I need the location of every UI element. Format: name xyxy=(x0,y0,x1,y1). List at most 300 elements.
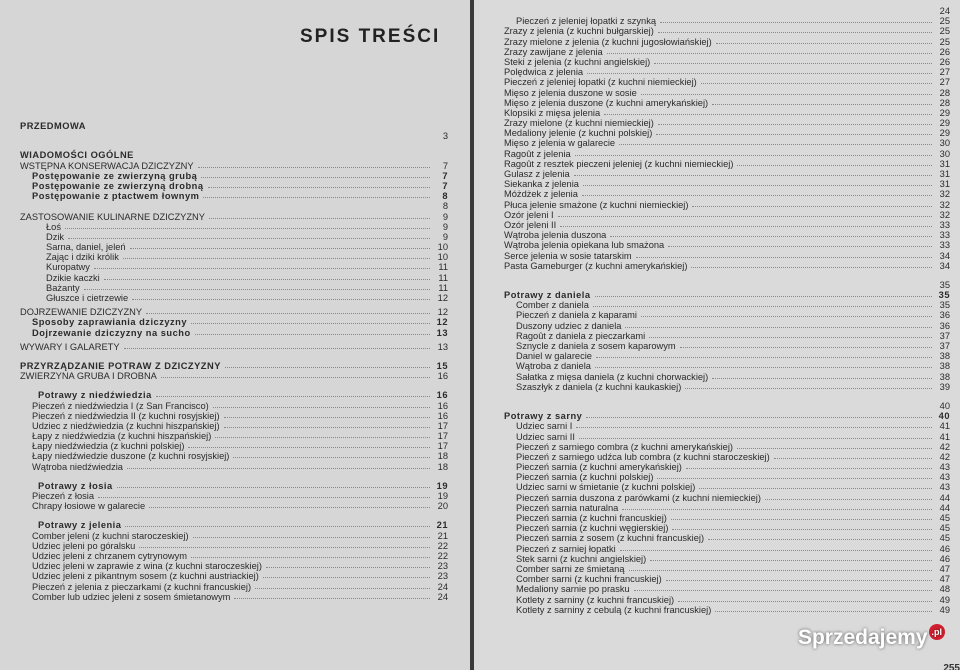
toc-entry-title: Udziec sarni II xyxy=(516,431,575,442)
dot-leader xyxy=(774,457,932,459)
toc-entry-title: Pieczeń z niedźwiedzia II (z kuchni rosyjskiej) xyxy=(32,410,220,421)
toc-entry xyxy=(20,161,448,171)
toc-entry-page: 30 xyxy=(939,138,950,149)
toc-entry xyxy=(504,605,950,615)
toc-entry-title: Pieczeń z daniela z kaparami xyxy=(516,310,637,321)
dot-leader xyxy=(193,536,430,538)
dot-leader xyxy=(215,436,430,438)
toc-entry xyxy=(504,321,950,331)
toc-entry xyxy=(20,592,448,602)
toc-entry-page: 12 xyxy=(437,293,448,303)
toc-entry-title: Ozór jeleni II xyxy=(504,219,557,230)
toc-entry xyxy=(504,310,950,320)
toc-entry xyxy=(504,523,950,533)
dot-leader xyxy=(208,186,430,188)
toc-entry-title: Udziec jeleni w zaprawie z wina (z kuchni staroczeskiej) xyxy=(32,561,262,572)
dot-leader xyxy=(668,245,932,247)
toc-entry xyxy=(504,482,950,492)
dot-leader xyxy=(209,217,430,219)
toc-entry xyxy=(20,401,448,411)
toc-spacer xyxy=(20,381,448,390)
toc-entry xyxy=(504,382,950,392)
toc-entry xyxy=(20,342,448,352)
toc-entry-page: 10 xyxy=(437,252,448,263)
toc-spacer xyxy=(504,392,950,401)
toc-spacer xyxy=(20,472,448,481)
toc-title: SPIS TREŚCI xyxy=(300,26,441,47)
toc-entry-page: 28 xyxy=(939,97,950,108)
toc-entry-page: 33 xyxy=(939,219,950,230)
toc-entry-title: Medaliony sarnie po prasku xyxy=(516,584,630,595)
dot-leader xyxy=(149,506,430,508)
toc-entry xyxy=(504,149,950,159)
dot-leader xyxy=(587,72,932,74)
dot-leader xyxy=(266,566,430,568)
toc-entry xyxy=(20,307,448,317)
toc-entry-page: 26 xyxy=(939,46,950,57)
dot-leader xyxy=(666,579,932,581)
toc-entry-title: Chrapy łosiowe w galarecie xyxy=(32,501,146,512)
toc-entry-page: 27 xyxy=(939,67,950,78)
toc-entry xyxy=(504,37,950,47)
toc-entry xyxy=(504,128,950,138)
toc-entry xyxy=(504,472,950,482)
toc-entry-page: 9 xyxy=(442,231,448,242)
dot-leader xyxy=(191,322,430,324)
toc-entry-title: Polędwica z jelenia xyxy=(504,67,584,78)
toc-entry-page: 35 xyxy=(939,300,950,311)
toc-entry-title: Wątroba jelenia opiekana lub smażona xyxy=(504,240,665,251)
toc-entry-title: Pieczeń sarnia (z kuchni amerykańskiej) xyxy=(516,462,682,473)
toc-entry-title: PRZYRZĄDZANIE POTRAW Z DZICZYZNY xyxy=(20,360,221,371)
toc-entry-title: Pieczeń z jeleniej łopatki (z kuchni niemieckiej) xyxy=(504,77,697,88)
dot-leader xyxy=(123,257,430,259)
toc-entry-page: 17 xyxy=(437,420,448,431)
toc-entry xyxy=(20,411,448,421)
toc-entry-page: 35 xyxy=(938,290,950,301)
toc-entry xyxy=(20,262,448,272)
toc-entry-page: 27 xyxy=(939,77,950,88)
toc-entry-page: 16 xyxy=(437,371,448,382)
toc-entry-page: 36 xyxy=(939,320,950,331)
toc-entry-title: Steki z jelenia (z kuchni angielskiej) xyxy=(504,56,651,67)
toc-entry-page: 12 xyxy=(436,317,448,328)
toc-entry-title: Pieczeń sarnia duszona z parówkami (z kuchni niemieckiej) xyxy=(516,492,761,503)
toc-entry-title: Pieczeń z łosia xyxy=(32,491,95,501)
dot-leader xyxy=(188,446,430,448)
toc-entry-title: Udziec sarni I xyxy=(516,421,573,432)
toc-entry-page: 18 xyxy=(437,451,448,462)
dot-leader xyxy=(576,426,932,428)
toc-entry-page: 16 xyxy=(436,390,448,401)
toc-entry-page: 13 xyxy=(437,341,448,352)
toc-entry-page: 45 xyxy=(939,533,950,544)
toc-entry-page: 17 xyxy=(437,431,448,442)
toc-entry-title: Sarna, daniel, jeleń xyxy=(46,242,126,253)
toc-entry-title: Udziec sarni w śmietanie (z kuchni polskiej) xyxy=(516,482,696,493)
toc-entry-page: 11 xyxy=(438,282,448,293)
toc-entry xyxy=(20,328,448,338)
toc-entry xyxy=(20,462,448,472)
toc-entry-title: Łapy z niedźwiedzia (z kuchni hiszpańskiej) xyxy=(32,431,212,442)
toc-entry-title: Pieczeń sarnia (z kuchni polskiej) xyxy=(516,472,654,483)
dot-leader xyxy=(658,31,932,33)
toc-entry-title: Dzikie kaczki xyxy=(46,272,100,283)
toc-entry xyxy=(504,372,950,382)
toc-entry-page: 31 xyxy=(939,179,950,190)
dot-leader xyxy=(680,346,932,348)
toc-entry-title: Sposoby zaprawiania dziczyzny xyxy=(32,317,188,328)
toc-entry-title: Bażanty xyxy=(46,282,80,293)
toc-entry xyxy=(504,503,950,513)
toc-entry xyxy=(20,582,448,592)
toc-entry-title: Wątroba z daniela xyxy=(516,361,591,372)
toc-entry-page: 22 xyxy=(437,540,448,551)
toc-entry xyxy=(20,150,448,160)
toc-entry-title: Comber jeleni (z kuchni staroczeskiej) xyxy=(32,530,189,541)
toc-entry xyxy=(504,200,950,210)
toc-entry xyxy=(20,273,448,283)
dot-leader xyxy=(625,326,932,328)
toc-entry xyxy=(504,220,950,230)
dot-leader xyxy=(593,305,932,307)
toc-entry-title: Potrawy z niedźwiedzia xyxy=(38,390,152,401)
toc-entry xyxy=(504,544,950,554)
toc-entry xyxy=(504,118,950,128)
toc-entry-page: 37 xyxy=(939,330,950,341)
toc-entry-title: Zrazy mielone z jelenia (z kuchni jugosłowiańskiej) xyxy=(504,36,712,47)
toc-entry-title: Kotlety z sarniny (z kuchni francuskiej) xyxy=(516,594,675,605)
toc-entry-title: Udziec jeleni z pikantnym sosem (z kuchni austriackiej) xyxy=(32,571,259,582)
left-toc-column xyxy=(20,121,448,602)
dot-leader xyxy=(595,295,932,297)
dot-leader xyxy=(620,549,932,551)
toc-entry xyxy=(504,533,950,543)
dot-leader xyxy=(65,227,430,229)
toc-entry xyxy=(20,171,448,181)
dot-leader xyxy=(656,133,932,135)
dot-leader xyxy=(117,486,430,488)
toc-entry-title: Móżdżek z jelenia xyxy=(504,189,578,200)
toc-entry xyxy=(504,26,950,36)
toc-entry-page: 13 xyxy=(436,327,448,338)
toc-entry xyxy=(504,564,950,574)
dot-leader xyxy=(574,174,932,176)
dot-leader xyxy=(124,347,430,349)
toc-entry-title: Postępowanie z ptactwem łownym xyxy=(32,191,200,202)
toc-entry xyxy=(504,280,950,290)
toc-entry-title: Potrawy z jelenia xyxy=(38,520,122,531)
toc-entry-page: 23 xyxy=(437,571,448,582)
toc-entry xyxy=(504,331,950,341)
toc-entry xyxy=(504,513,950,523)
dot-leader xyxy=(191,556,430,558)
dot-leader xyxy=(161,376,430,378)
page-number: 255 xyxy=(943,663,960,670)
dot-leader xyxy=(712,377,932,379)
toc-entry-page: 49 xyxy=(939,594,950,605)
toc-entry-title: Pasta Gameburger (z kuchni amerykańskiej) xyxy=(504,260,688,271)
toc-entry-page: 19 xyxy=(436,480,448,491)
toc-entry xyxy=(504,67,950,77)
dot-leader xyxy=(127,467,430,469)
toc-entry-title: PRZEDMOWA xyxy=(20,121,86,131)
toc-entry-page: 29 xyxy=(939,128,950,139)
toc-entry-page: 48 xyxy=(939,584,950,595)
toc-entry-page: 32 xyxy=(939,209,950,220)
toc-entry xyxy=(20,571,448,581)
toc-entry xyxy=(20,181,448,191)
toc-entry-page: 8 xyxy=(442,201,448,212)
dot-leader xyxy=(84,288,430,290)
toc-entry xyxy=(20,541,448,551)
toc-entry-page: 7 xyxy=(442,170,448,181)
toc-entry-page: 40 xyxy=(938,411,950,422)
watermark-logo xyxy=(798,626,946,650)
dot-leader xyxy=(708,538,932,540)
toc-entry-page: 9 xyxy=(442,221,448,232)
dot-leader xyxy=(146,312,430,314)
toc-entry-title: Sałatka z mięsa daniela (z kuchni chorwackiej) xyxy=(516,371,709,382)
toc-entry xyxy=(20,212,448,222)
toc-entry-title: Potrawy z łosia xyxy=(38,480,113,491)
dot-leader xyxy=(130,247,430,249)
toc-entry-page: 43 xyxy=(939,462,950,473)
toc-entry xyxy=(504,261,950,271)
toc-entry xyxy=(504,6,950,16)
toc-entry xyxy=(20,491,448,501)
dot-leader xyxy=(558,215,932,217)
toc-entry xyxy=(504,77,950,87)
toc-entry-page: 44 xyxy=(939,502,950,513)
dot-leader xyxy=(737,164,932,166)
toc-entry xyxy=(20,283,448,293)
toc-entry xyxy=(20,441,448,451)
toc-entry-title: ZWIERZYNA GRUBA I DROBNA xyxy=(20,371,157,382)
toc-entry-page: 25 xyxy=(939,36,950,47)
toc-entry-page: 42 xyxy=(939,451,950,462)
toc-entry-title: Kuropatwy xyxy=(46,262,90,273)
toc-entry xyxy=(504,493,950,503)
toc-entry xyxy=(20,361,448,371)
toc-entry xyxy=(504,361,950,371)
toc-entry xyxy=(504,442,950,452)
dot-leader xyxy=(641,315,932,317)
toc-entry-title: Udziec jeleni z chrzanem cytrynowym xyxy=(32,550,187,561)
dot-leader xyxy=(579,437,932,439)
toc-entry xyxy=(20,242,448,252)
toc-entry-title: Duszony udziec z daniela xyxy=(516,320,622,331)
toc-entry-title: WSTĘPNA KONSERWACJA DZICZYZNY xyxy=(20,160,194,171)
toc-entry-title: Siekanka z jelenia xyxy=(504,179,579,190)
toc-entry-page: 24 xyxy=(437,591,448,602)
toc-entry xyxy=(504,300,950,310)
right-toc-column xyxy=(504,6,950,615)
dot-leader xyxy=(201,176,430,178)
dot-leader xyxy=(582,194,932,196)
toc-entry xyxy=(504,179,950,189)
toc-entry-title: Mięso z jelenia duszone w sosie xyxy=(504,87,637,98)
toc-entry-title: Udziec z niedźwiedzia (z kuchni hiszpańskiej) xyxy=(32,420,220,431)
toc-entry-page: 16 xyxy=(437,400,448,411)
right-page xyxy=(474,0,960,670)
toc-entry-title: Pieczeń z sarniego udźca lub combra (z kuchni staroczeskiej) xyxy=(516,451,770,462)
dot-leader xyxy=(765,498,932,500)
toc-entry-page: 10 xyxy=(437,242,448,253)
toc-entry-page: 46 xyxy=(939,543,950,554)
toc-entry xyxy=(504,169,950,179)
toc-entry-page: 17 xyxy=(437,441,448,452)
toc-entry-page: 18 xyxy=(437,461,448,472)
dot-leader xyxy=(263,576,430,578)
toc-entry xyxy=(20,293,448,303)
toc-entry-page: 43 xyxy=(939,482,950,493)
toc-entry-page: 33 xyxy=(939,240,950,251)
toc-entry-title: Sznycle z daniela z sosem kaparowym xyxy=(516,341,676,351)
dot-leader xyxy=(224,416,430,418)
dot-leader xyxy=(610,235,932,237)
toc-entry xyxy=(504,411,950,421)
dot-leader xyxy=(595,366,932,368)
dot-leader xyxy=(658,123,932,125)
toc-entry-page: 15 xyxy=(436,360,448,371)
dot-leader xyxy=(596,356,932,358)
toc-entry-page: 25 xyxy=(939,16,950,27)
toc-entry xyxy=(504,595,950,605)
toc-entry-page: 32 xyxy=(939,199,950,210)
toc-entry-title: Łoś xyxy=(46,221,61,232)
dot-leader xyxy=(233,456,430,458)
dot-leader xyxy=(691,266,932,268)
dot-leader xyxy=(716,42,932,44)
toc-entry-page: 43 xyxy=(939,472,950,483)
toc-entry-page: 49 xyxy=(939,604,950,615)
toc-entry xyxy=(20,252,448,262)
toc-spacer xyxy=(20,352,448,361)
toc-entry xyxy=(504,108,950,118)
toc-entry-title: Pieczeń z niedźwiedzia I (z San Francisco) xyxy=(32,400,209,411)
toc-entry-title: Ozór jeleni I xyxy=(504,209,554,220)
dot-leader xyxy=(68,237,430,239)
dot-leader xyxy=(649,336,932,338)
toc-entry-title: Medaliony jelenie (z kuchni polskiej) xyxy=(504,128,653,139)
toc-entry xyxy=(504,230,950,240)
dot-leader xyxy=(607,52,932,54)
toc-entry xyxy=(20,451,448,461)
toc-entry-page: 38 xyxy=(939,361,950,372)
dot-leader xyxy=(125,525,430,527)
left-page xyxy=(0,0,470,670)
toc-entry-title: DOJRZEWANIE DZICZYZNY xyxy=(20,307,143,318)
toc-entry-title: Dojrzewanie dziczyzny na sucho xyxy=(32,327,191,338)
dot-leader xyxy=(619,143,932,145)
toc-entry xyxy=(20,317,448,327)
dot-leader xyxy=(641,93,932,95)
toc-entry-title: Ragoût z resztek pieczeni jeleniej (z kuchni niemieckiej) xyxy=(504,158,734,169)
toc-spacer xyxy=(504,271,950,280)
dot-leader xyxy=(701,82,932,84)
dot-leader xyxy=(715,610,932,612)
dot-leader xyxy=(94,267,430,269)
toc-entry-title: Stek sarni (z kuchni angielskiej) xyxy=(516,553,647,564)
dot-leader xyxy=(139,546,430,548)
toc-entry-page: 32 xyxy=(939,189,950,200)
toc-entry-page: 35 xyxy=(939,279,950,290)
toc-entry xyxy=(20,222,448,232)
toc-entry-title: Zrazy zawijane z jelenia xyxy=(504,46,603,57)
toc-entry-title: Comber sarni ze śmietaną xyxy=(516,563,625,574)
dot-leader xyxy=(104,278,430,280)
toc-entry-title: Potrawy z sarny xyxy=(504,411,583,422)
dot-leader xyxy=(622,508,932,510)
toc-entry xyxy=(504,210,950,220)
toc-entry-title: Szaszłyk z daniela (z kuchni kaukaskiej) xyxy=(516,381,682,392)
dot-leader xyxy=(685,387,932,389)
toc-entry xyxy=(20,551,448,561)
dot-leader xyxy=(660,21,932,23)
toc-entry xyxy=(504,351,950,361)
toc-entry-page: 11 xyxy=(438,262,448,273)
toc-entry xyxy=(20,481,448,491)
toc-entry-page: 34 xyxy=(939,250,950,261)
toc-entry-title: Gulasz z jelenia xyxy=(504,169,570,179)
toc-entry-page: 36 xyxy=(939,310,950,321)
toc-entry-page: 21 xyxy=(437,530,448,541)
dot-leader xyxy=(213,406,430,408)
toc-entry-title: Potrawy z daniela xyxy=(504,290,591,301)
toc-entry-page: 16 xyxy=(437,410,448,421)
dot-leader xyxy=(203,196,430,198)
dot-leader xyxy=(686,467,932,469)
toc-entry xyxy=(504,554,950,564)
toc-entry xyxy=(504,47,950,57)
toc-entry xyxy=(20,121,448,131)
toc-entry xyxy=(20,421,448,431)
toc-entry-title: Łapy niedźwiedzie duszone (z kuchni rosyjskiej) xyxy=(32,451,230,462)
toc-entry xyxy=(504,341,950,351)
toc-entry-title: Postępowanie ze zwierzyną drobną xyxy=(32,180,204,191)
toc-entry-title: Wątroba jelenia duszona xyxy=(504,230,607,241)
toc-entry xyxy=(504,462,950,472)
toc-entry-page: 33 xyxy=(939,230,950,241)
toc-entry-page: 45 xyxy=(939,523,950,534)
dot-leader xyxy=(224,426,430,428)
dot-leader xyxy=(678,600,932,602)
toc-entry-page: 38 xyxy=(939,351,950,362)
toc-entry-page: 39 xyxy=(939,381,950,392)
toc-entry-page: 44 xyxy=(939,492,950,503)
dot-leader xyxy=(198,166,430,168)
toc-entry-title: Pieczeń z jeleniej łopatki z szynką xyxy=(516,16,657,27)
toc-entry xyxy=(20,501,448,511)
toc-entry xyxy=(504,401,950,411)
dot-leader xyxy=(650,559,932,561)
toc-entry-title: Klopsiki z mięsa jelenia xyxy=(504,107,601,118)
toc-entry-page: 47 xyxy=(939,563,950,574)
toc-entry-page: 12 xyxy=(437,307,448,318)
toc-entry xyxy=(504,138,950,148)
toc-entry-title: Pieczeń sarnia z sosem (z kuchni francuskiej) xyxy=(516,533,705,544)
toc-entry-page: 24 xyxy=(437,581,448,592)
toc-entry-page: 30 xyxy=(939,148,950,159)
toc-entry-title: Zrazy z jelenia (z kuchni bułgarskiej) xyxy=(504,26,654,37)
toc-entry-page: 38 xyxy=(939,371,950,382)
toc-entry xyxy=(504,432,950,442)
dot-leader xyxy=(575,154,932,156)
dot-leader xyxy=(634,589,932,591)
toc-entry-page: 8 xyxy=(442,191,448,202)
toc-entry xyxy=(504,421,950,431)
